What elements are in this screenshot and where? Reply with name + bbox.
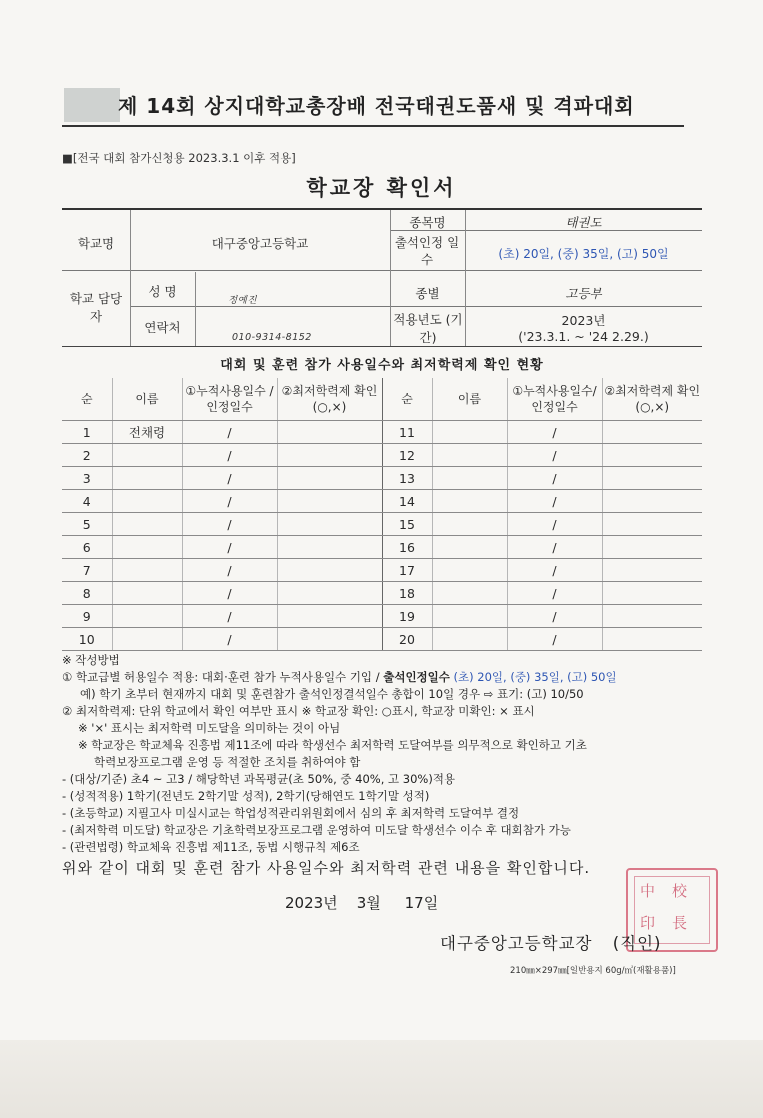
table-row <box>62 467 702 490</box>
row-name <box>112 628 182 651</box>
row-days: / <box>182 536 277 559</box>
col-header-academic: ②최저학력제 확인(○,×) <box>602 378 702 421</box>
row-days: / <box>507 536 602 559</box>
period-value: ('23.3.1. ~ '24 2.29.) <box>518 329 649 344</box>
row-academic <box>602 536 702 559</box>
info-rule <box>62 270 702 271</box>
row-name <box>432 628 507 651</box>
row-name <box>112 490 182 513</box>
table-row <box>62 421 702 444</box>
division-label: 종별 <box>415 286 440 301</box>
row-academic <box>277 559 382 582</box>
year-value: 2023년 <box>561 313 606 328</box>
event-value: 태권도 <box>565 215 602 230</box>
row-number: 7 <box>62 559 112 582</box>
row-academic <box>602 513 702 536</box>
row-name: 전채령 <box>112 421 182 444</box>
row-academic <box>277 513 382 536</box>
table-heading: 대회 및 훈련 참가 사용일수와 최저학력제 확인 현황 <box>220 358 544 373</box>
instructions <box>62 652 722 856</box>
row-number: 2 <box>62 444 112 467</box>
row-days: / <box>507 490 602 513</box>
table-row <box>62 605 702 628</box>
row-number: 6 <box>62 536 112 559</box>
row-number: 16 <box>382 536 432 559</box>
row-number: 17 <box>382 559 432 582</box>
row-days: / <box>507 605 602 628</box>
info-rule <box>62 346 702 347</box>
row-days: / <box>182 605 277 628</box>
row-academic <box>602 582 702 605</box>
note-line: ※ '×' 표시는 최저학력 미도달을 의미하는 것이 아님 <box>78 721 341 735</box>
attendance-value: (초) 20일, (중) 35일, (고) 50일 <box>498 247 669 261</box>
document-title: 학교장 확인서 <box>306 176 457 200</box>
row-days: / <box>507 421 602 444</box>
row-days: / <box>507 582 602 605</box>
confirmation-statement: 위와 같이 대회 및 훈련 참가 사용일수와 최저학력 관련 내용을 확인합니다. <box>62 859 591 877</box>
issue-date <box>285 892 438 913</box>
row-days: / <box>507 628 602 651</box>
notes-heading: ※ 작성방법 <box>62 653 120 667</box>
row-name <box>112 444 182 467</box>
row-number: 14 <box>382 490 432 513</box>
row-days: / <box>182 513 277 536</box>
event-label: 종목명 <box>409 215 446 230</box>
row-days: / <box>507 444 602 467</box>
school-name-value: 대구중앙고등학교 <box>211 236 309 251</box>
paper-spec-footer: 210㎜×297㎜[일반용지 60g/㎡(재활용품)] <box>510 966 676 976</box>
row-name <box>432 559 507 582</box>
row-name <box>112 513 182 536</box>
row-number: 15 <box>382 513 432 536</box>
note-line: - (대상/기준) 초4 ~ 고3 / 해당학년 과목평균(초 50%, 중 40%, 고 30%)적용 <box>62 772 456 786</box>
col-header-name: 이름 <box>112 378 182 421</box>
row-number: 13 <box>382 467 432 490</box>
row-name <box>432 513 507 536</box>
year-label: 적용년도 (기간) <box>393 312 463 345</box>
row-academic <box>277 421 382 444</box>
row-days: / <box>182 628 277 651</box>
note-bold: 출석인정일수 <box>383 670 450 684</box>
table-row <box>62 628 702 651</box>
row-name <box>432 421 507 444</box>
row-number: 18 <box>382 582 432 605</box>
row-academic <box>277 605 382 628</box>
table-row <box>62 444 702 467</box>
school-name-label: 학교명 <box>77 236 115 251</box>
col-header-days: ①누적사용일수 /인정일수 <box>182 378 277 421</box>
row-days: / <box>507 559 602 582</box>
row-number: 12 <box>382 444 432 467</box>
date-year: 2023년 <box>285 894 338 912</box>
row-number: 4 <box>62 490 112 513</box>
col-header-no: 순 <box>382 378 432 421</box>
manager-name-handwritten: 정예진 <box>228 295 258 306</box>
col-header-academic: ②최저학력제 확인(○,×) <box>277 378 382 421</box>
background-shadow <box>0 1040 763 1118</box>
row-name <box>432 467 507 490</box>
row-academic <box>602 421 702 444</box>
row-academic <box>277 582 382 605</box>
row-name <box>112 467 182 490</box>
table-row <box>62 536 702 559</box>
row-academic <box>602 490 702 513</box>
row-number: 3 <box>62 467 112 490</box>
table-row <box>62 490 702 513</box>
row-number: 8 <box>62 582 112 605</box>
row-days: / <box>182 421 277 444</box>
row-days: / <box>182 490 277 513</box>
row-number: 5 <box>62 513 112 536</box>
note-line: - (초등학교) 지필고사 미실시교는 학업성적관리위원회에서 심의 후 최저학력 도달여부 결정 <box>62 806 520 820</box>
row-name <box>112 605 182 628</box>
row-name <box>432 490 507 513</box>
competition-title: 제 14회 상지대학교총장배 전국태권도품새 및 격파대회 <box>118 94 635 118</box>
table-row <box>62 559 702 582</box>
row-name <box>112 536 182 559</box>
row-academic <box>277 444 382 467</box>
info-rule <box>390 306 702 307</box>
status-table <box>62 378 702 651</box>
manager-label: 학교 담당자 <box>69 291 123 324</box>
info-rule <box>130 306 390 307</box>
row-days: / <box>507 467 602 490</box>
row-academic <box>277 628 382 651</box>
name-label: 성 명 <box>148 284 177 299</box>
note-text: ① 학교급별 허용일수 적용: 대회·훈련 참가 누적사용일수 기입 / <box>62 670 384 684</box>
row-academic <box>602 605 702 628</box>
row-name <box>432 444 507 467</box>
row-name <box>432 605 507 628</box>
row-number: 9 <box>62 605 112 628</box>
row-academic <box>602 444 702 467</box>
note-line: ※ 학교장은 학교체육 진흥법 제11조에 따라 학생선수 최저학력 도달여부를 의무적으로 확인하고 기초 <box>78 738 587 752</box>
title-highlight <box>64 88 120 122</box>
row-number: 19 <box>382 605 432 628</box>
row-number: 11 <box>382 421 432 444</box>
row-name <box>112 559 182 582</box>
table-row <box>62 513 702 536</box>
title-underline <box>62 125 684 127</box>
row-days: / <box>182 467 277 490</box>
note-blue: (초) 20일, (중) 35일, (고) 50일 <box>449 670 617 684</box>
form-subtitle: ■[전국 대회 참가신청용 2023.3.1 이후 적용] <box>62 151 296 165</box>
note-line: 학력보장프로그램 운영 등 적절한 조치를 취하여야 함 <box>94 755 361 769</box>
official-seal: 中 校 印 長 <box>626 868 718 952</box>
division-value: 고등부 <box>565 286 602 301</box>
row-days: / <box>507 513 602 536</box>
table-row <box>62 582 702 605</box>
attendance-label: 출석인정 일수 <box>394 235 460 267</box>
row-academic <box>602 628 702 651</box>
contact-label: 연락처 <box>144 320 181 335</box>
col-header-days: ①누적사용일수/ 인정일수 <box>507 378 602 421</box>
note-line: ② 최저학력제: 단위 학교에서 확인 여부만 표시 ※ 학교장 확인: ○표시, 학교장 미확인: × 표시 <box>62 704 535 718</box>
row-academic <box>602 467 702 490</box>
note-line: - (성적적용) 1학기(전년도 2학기말 성적), 2학기(당해연도 1학기말 성적) <box>62 789 430 803</box>
info-top-rule <box>62 208 702 210</box>
note-line: - (최저학력 미도달) 학교장은 기초학력보장프로그램 운영하여 미도달 학생선수 이수 후 대회참가 가능 <box>62 823 571 837</box>
row-academic <box>277 490 382 513</box>
row-academic <box>602 559 702 582</box>
note-line: 예) 학기 초부터 현재까지 대회 및 훈련참가 출석인정결석일수 총합이 10일 경우 ⇨ 표기: (고) 10/50 <box>80 687 584 701</box>
row-number: 20 <box>382 628 432 651</box>
row-name <box>432 582 507 605</box>
row-name <box>112 582 182 605</box>
info-divider <box>195 272 196 346</box>
row-days: / <box>182 559 277 582</box>
seal-note: (직인) <box>612 934 662 953</box>
row-days: / <box>182 444 277 467</box>
date-month: 3월 <box>356 894 381 912</box>
row-academic <box>277 467 382 490</box>
date-day: 17일 <box>404 894 439 912</box>
row-number: 1 <box>62 421 112 444</box>
row-number: 10 <box>62 628 112 651</box>
table-header-row <box>62 378 702 421</box>
col-header-no: 순 <box>62 378 112 421</box>
col-header-name: 이름 <box>432 378 507 421</box>
row-days: / <box>182 582 277 605</box>
note-line <box>62 669 722 686</box>
row-name <box>432 536 507 559</box>
principal-signature <box>440 930 661 954</box>
contact-handwritten: 010-9314-8152 <box>232 332 312 343</box>
row-academic <box>277 536 382 559</box>
principal-name: 대구중앙고등학교장 <box>440 934 593 953</box>
note-line: - (관련법령) 학교체육 진흥법 제11조, 동법 시행규칙 제6조 <box>62 840 360 854</box>
